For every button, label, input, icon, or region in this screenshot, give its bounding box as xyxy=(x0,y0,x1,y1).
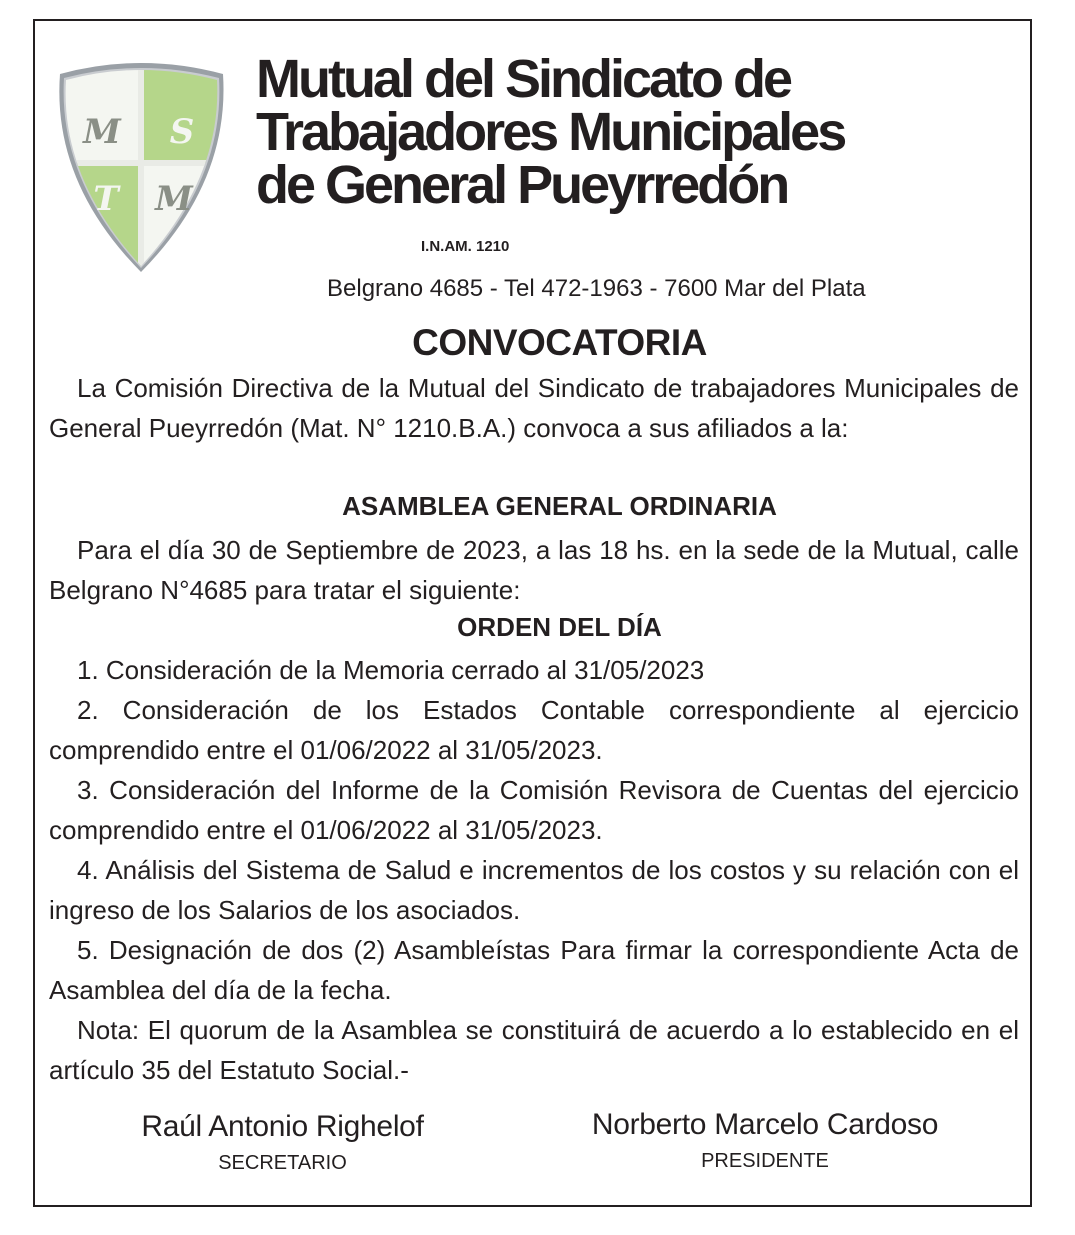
address-line: Belgrano 4685 - Tel 472-1963 - 7600 Mar del Plata xyxy=(327,275,866,302)
signature-secretary xyxy=(100,1110,465,1175)
assembly-paragraph: Para el día 30 de Septiembre de 2023, a las 18 hs. en la sede de la Mutual, calle Belgrano N°4685 para tratar el siguiente: xyxy=(49,535,1019,605)
logo-letter: M xyxy=(155,179,193,219)
title-line: Mutual del Sindicato de xyxy=(256,49,791,109)
agenda-item: 1. Consideración de la Memoria cerrado al 31/05/2023 xyxy=(77,655,705,685)
intro-paragraph: La Comisión Directiva de la Mutual del Sindicato de trabajadores Municipales de General Pueyrredón (Mat. N° 1210.B.A.) convoca a sus afiliados a la: xyxy=(49,373,1019,443)
logo-letter: M xyxy=(83,112,121,152)
signatory-role: PRESIDENTE xyxy=(701,1150,829,1172)
logo-letter: T xyxy=(93,179,119,219)
agenda-item: 5. Designación de dos (2) Asambleístas Para firmar la correspondiente Acta de Asamblea del día de la fecha. xyxy=(49,935,1019,1005)
signatory-role: SECRETARIO xyxy=(218,1152,347,1174)
page-title: CONVOCATORIA xyxy=(412,322,707,363)
organization-title xyxy=(256,49,1016,215)
signatory-name: Raúl Antonio Righelof xyxy=(141,1110,424,1143)
logo-letter: S xyxy=(169,112,195,152)
agenda-heading: ORDEN DEL DÍA xyxy=(457,612,662,642)
title-line: Trabajadores Municipales xyxy=(256,102,845,162)
signatory-name: Norberto Marcelo Cardoso xyxy=(591,1108,939,1141)
agenda-item: 2. Consideración de los Estados Contable correspondiente al ejercicio comprendido entre el 01/06/2022 al 31/05/2023. xyxy=(49,695,1019,765)
agenda-item: 3. Consideración del Informe de la Comisión Revisora de Cuentas del ejercicio comprendido entre el 01/06/2022 al 31/05/2023. xyxy=(49,775,1019,845)
agenda-item: 4. Análisis del Sistema de Salud e incrementos de los costos y su relación con el ingreso de los Salarios de los asociados. xyxy=(49,855,1019,925)
title-line: de General Pueyrredón xyxy=(256,155,788,215)
signature-president xyxy=(555,1108,975,1173)
assembly-heading: ASAMBLEA GENERAL ORDINARIA xyxy=(342,491,777,521)
note-paragraph: Nota: El quorum de la Asamblea se constituirá de acuerdo a lo establecido en el artículo 35 del Estatuto Social.- xyxy=(49,1015,1019,1085)
registration-number: I.N.AM. 1210 xyxy=(421,238,510,255)
shield-logo-icon xyxy=(54,58,229,273)
